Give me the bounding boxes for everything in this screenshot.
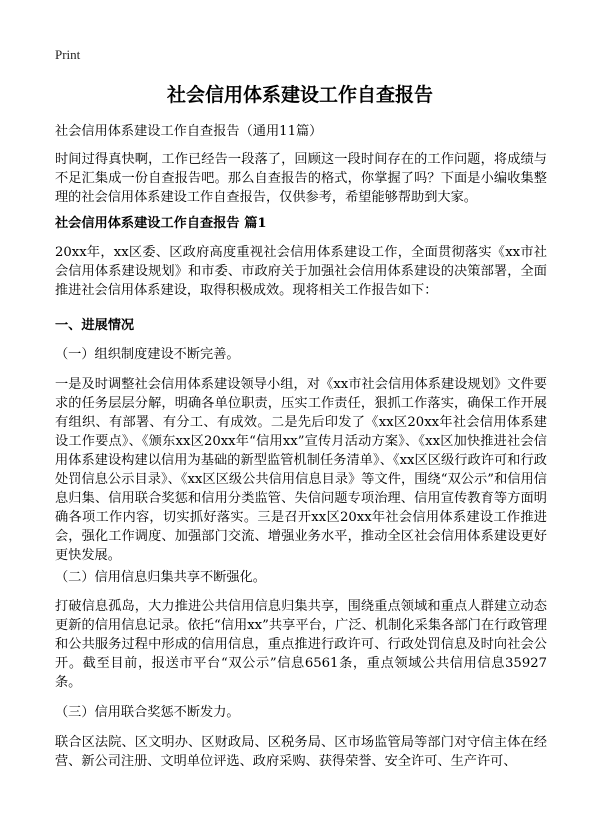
subsection-heading-3: （三）信用联合奖惩不断发力。 bbox=[55, 705, 240, 720]
document-title: 社会信用体系建设工作自查报告 bbox=[166, 84, 433, 106]
intro-paragraph: 时间过得真快啊，工作已经告一段落了，回顾这一段时间存在的工作问题，将成绩与不足汇集成一份自查报告吧。那么自查报告的格式，你掌握了吗？下面是小编收集整理的社会信用体系建设工作自查报告，仅供参考，希望能够帮助到大家。 bbox=[55, 152, 547, 205]
subsection-heading-1: （一）组织制度建设不断完善。 bbox=[55, 347, 240, 362]
subsection-paragraph-1: 一是及时调整社会信用体系建设领导小组，对《xx市社会信用体系建设规划》文件要求的任务层层分解，明确各单位职责，压实工作责任，狠抓工作落实，确保工作开展有组织、有部署、有分工、有成效。二是先后印发了《xx区20xx年社会信用体系建设工作要点》、《颁东xx区20xx年“信用xx”宣传月活动方案》、《xx区加快推进社会信用体系建设构建以信用为基础的新型监管机制任务清单》、《xx区区级行政许可和行政处罚信息公示目录》、《xx区区级公共信用信息目录》等文件，围绕“双公示”和信用信息归集、信用联合奖惩和信用分类监管、失信问题专项治理、信用宣传教育等方面明确各项工作内容，切实抓好落实。三是召开xx区20xx年社会信用体系建设工作推进会，强化工作调度、加强部门交流、增强业务水平，推动全区社会信用体系建设更好更快发展。 bbox=[55, 377, 547, 563]
article-intro-paragraph: 20xx年，xx区委、区政府高度重视社会信用体系建设工作，全面贯彻落实《xx市社会信用体系建设规划》和市委、市政府关于加强社会信用体系建设的决策部署，全面推进社会信用体系建设，取得积极成效。现将相关工作报告如下： bbox=[55, 245, 547, 298]
article-heading: 社会信用体系建设工作自查报告 篇1 bbox=[55, 216, 267, 231]
subsection-paragraph-3: 联合区法院、区文明办、区财政局、区税务局、区市场监管局等部门对守信主体在经营、新公司注册、文明单位评选、政府采购、获得荣誉、安全许可、生产许可、 bbox=[55, 735, 547, 769]
subsection-paragraph-2: 打破信息孤岛，大力推进公共信用信息归集共享，围绕重点领域和重点人群建立动态更新的信用信息记录。依托“信用xx”共享平台，广泛、机制化采集各部门在行政管理和公共服务过程中形成的信用信息，重点推进行政许可、行政处罚信息及时向社会公开。截至目前，报送市平台“双公示”信息6561条，重点领域公共信用信息35927条。 bbox=[55, 599, 547, 690]
print-label: Print bbox=[55, 47, 81, 62]
section-heading: 一、进展情况 bbox=[55, 318, 135, 333]
subsection-heading-2: （二）信用信息归集共享不断强化。 bbox=[55, 570, 266, 585]
document-subtitle: 社会信用体系建设工作自查报告（通用11篇） bbox=[55, 124, 323, 139]
